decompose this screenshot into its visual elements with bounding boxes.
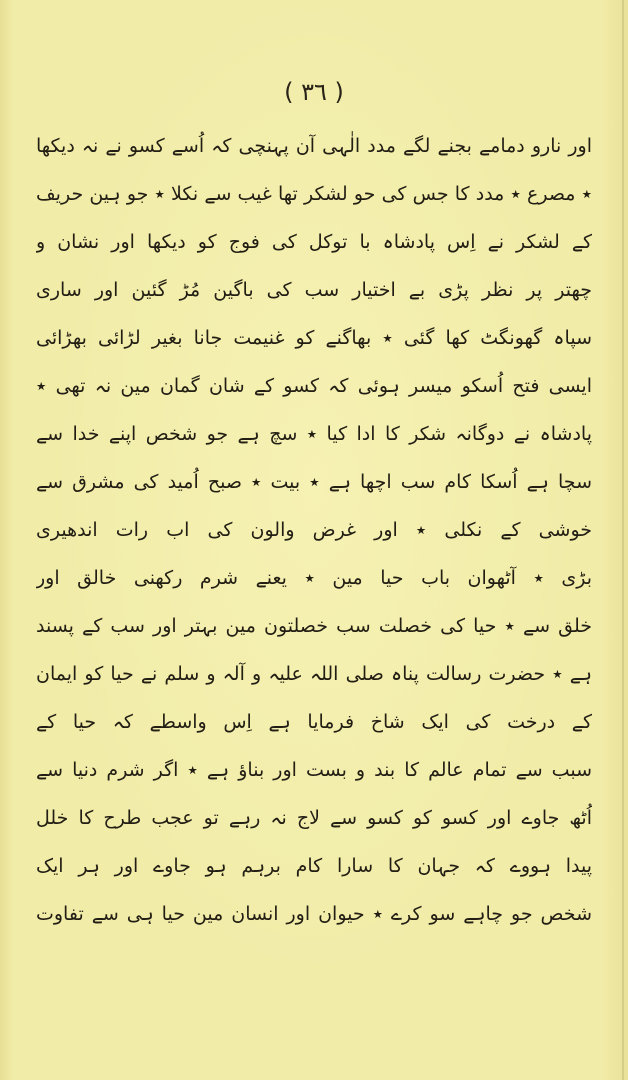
text-line-11: خلق سے ٭ حیا کی خصلت سب خصلتون مین بہتر اور سب کے پسند: [36, 615, 592, 637]
text-line-12: ہے ٭ حضرت رسالت پناہ صلی اللہ علیہ و آلہ و سلم نے حیا کو ایمان: [36, 663, 592, 685]
text-line-17: شخص جو چاہے سو کرے ٭ حیوان اور انسان مین حیا ہی سے تفاوت: [36, 903, 592, 925]
text-line-6: ایسی فتح اُسکو میسر ہوئی کہ کسو کے شان گمان مین نہ تھی ٭: [36, 375, 592, 397]
text-line-1: اور نارو دمامے بجنے لگے مدد الٰہی آن پہنچی کہ اُسے کسو نے نہ دیکھا: [36, 135, 592, 157]
body-text: [36, 122, 592, 938]
text-line-13: کے درخت کی ایک شاخ فرمایا ہے اِس واسطے کہ حیا کے: [36, 711, 592, 733]
text-line-10: بڑی ٭ آٹھوان باب حیا مین ٭ یعنے شرم رکھنی خالق اور: [36, 567, 592, 589]
text-line-7: پادشاہ نے دوگانہ شکر کا ادا کیا ٭ سچ ہے جو شخص اپنے خدا سے: [36, 423, 592, 445]
text-line-2: ٭ مصرع ٭ مدد کا جس کی حو لشکر تھا غیب سے نکلا ٭ جو ہین حریف: [36, 183, 592, 205]
text-line-8: سچا ہے اُسکا کام سب اچھا ہے ٭ بیت ٭ صبح اُمید کی مشرق سے: [36, 471, 592, 493]
text-line-4: چھتر پر نظر پڑی بے اختیار سب کی باگین مُڑ گئین اور ساری: [36, 279, 592, 301]
text-line-16: پیدا ہووے کہ جہان کا سارا کام برہم ہو جاوے اور ہر ایک: [36, 855, 592, 877]
text-line-9: خوشی کے نکلی ٭ اور غرض والون کی اب رات اندھیری: [36, 519, 592, 541]
text-line-5: سپاہ گھونگٹ کھا گئی ٭ بھاگنے کو غنیمت جانا بغیر لڑائی بھڑائی: [36, 327, 592, 349]
text-line-14: سبب سے تمام عالم کا بند و بست اور بناؤ ہے ٭ اگر شرم دنیا سے: [36, 759, 592, 781]
text-line-3: کے لشکر نے اِس پادشاہ با توکل کی فوج کو دیکھا اور نشان و: [36, 231, 592, 253]
page-number: ( ٣٦ ): [284, 78, 344, 106]
text-line-15: اُٹھ جاوے اور کسو کو کسو سے لاج نہ رہے تو عجب طرح کا خلل: [36, 807, 592, 829]
